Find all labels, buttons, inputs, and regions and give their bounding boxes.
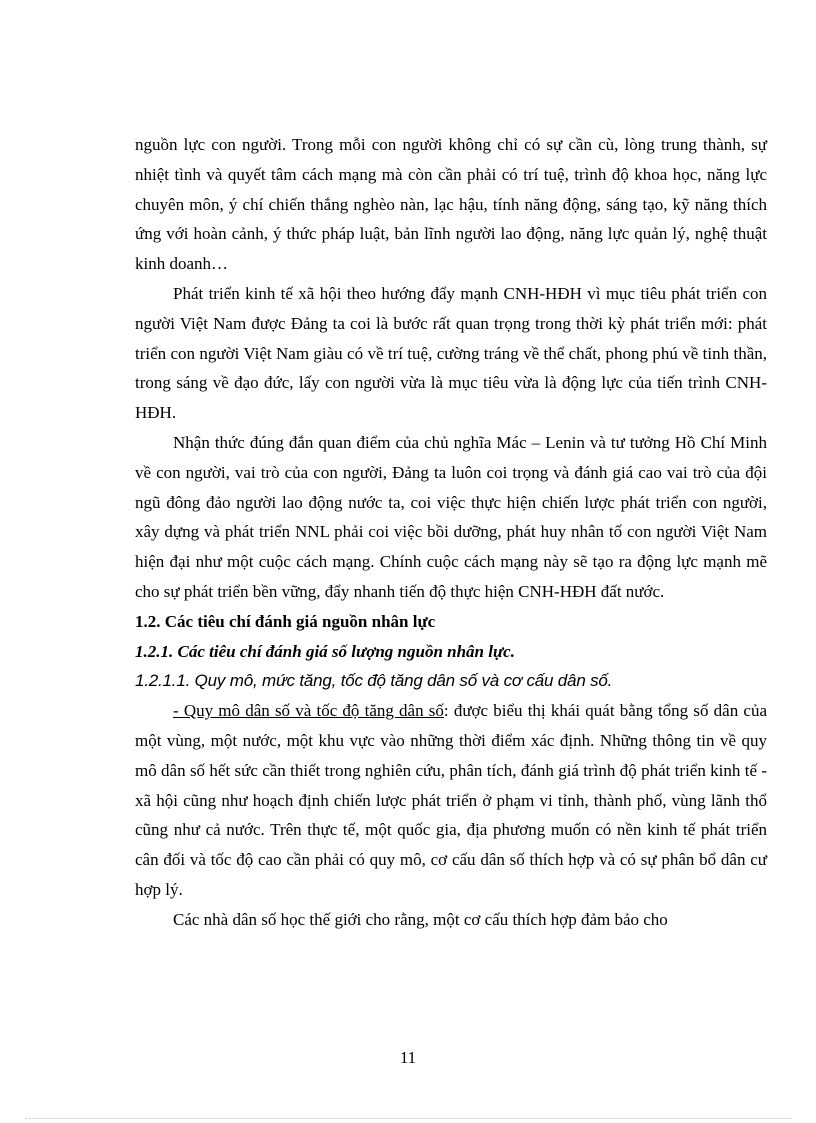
paragraph-development-goal: Phát triển kinh tế xã hội theo hướng đẩy mạnh CNH-HĐH vì mục tiêu phát triển con người Việt Nam được Đảng ta coi là bước rất quan trọng trong thời kỳ phát triển mới: phát triển con người Việt Nam giàu có về trí tuệ, cường tráng về thể chất, phong phú về tinh thần, trong sáng về đạo đức, lấy con người vừa là mục tiêu vừa là động lực của tiến trình CNH-HĐH. xyxy=(135,283,767,423)
heading-1-2-1: 1.2.1. Các tiêu chí đánh giá số lượng nguồn nhân lực. xyxy=(135,641,515,661)
page-bottom-divider xyxy=(25,1118,791,1119)
paragraph-demographers: Các nhà dân số học thế giới cho rằng, một cơ cấu thích hợp đảm bảo cho xyxy=(173,909,668,929)
heading-1-2: 1.2. Các tiêu chí đánh giá nguồn nhân lực xyxy=(135,611,436,631)
paragraph-marxist-view: Nhận thức đúng đắn quan điểm của chủ nghĩa Mác – Lenin và tư tưởng Hồ Chí Minh về con người, vai trò của con người, Đảng ta luôn coi trọng và đánh giá cao vai trò của đội ngũ đông đảo người lao động nước ta, coi việc thực hiện chiến lược phát triển con người, xây dựng và phát triển NNL phải coi việc bồi dưỡng, phát huy nhân tố con người Việt Nam hiện đại như một cuộc cách mạng. Chính cuộc cách mạng này sẽ tạo ra động lực mạnh mẽ cho sự phát triển bền vững, đẩy nhanh tiến độ thực hiện CNH-HĐH đất nước. xyxy=(135,432,767,601)
page-body xyxy=(135,130,767,935)
heading-1-2-1-1: 1.2.1.1. Quy mô, mức tăng, tốc độ tăng dân số và cơ cấu dân số. xyxy=(135,671,613,691)
paragraph-human-resources: nguồn lực con người. Trong mỗi con người không chỉ có sự cần cù, lòng trung thành, sự nhiệt tình và quyết tâm cách mạng mà còn cần phải có trí tuệ, trình độ khoa học, năng lực chuyên môn, ý chí chiến thắng nghèo nàn, lạc hậu, tính năng động, sáng tạo, kỹ năng thích ứng với hoàn cảnh, ý thức pháp luật, bản lĩnh người lao động, năng lực quản lý, nghệ thuật kinh doanh… xyxy=(135,135,767,274)
population-scale-text: : được biểu thị khái quát bằng tổng số dân của một vùng, một nước, một khu vực vào những thời điểm xác định. Những thông tin về quy mô dân số hết sức cần thiết trong nghiên cứu, phân tích, đánh giá trình độ phát triển kinh tế - xã hội cũng như hoạch định chiến lược phát triển ở phạm vi tỉnh, thành phố, vùng lãnh thổ cũng như cả nước. Trên thực tế, một quốc gia, địa phương muốn có nền kinh tế phát triển cân đối và tốc độ cao cần phải có quy mô, cơ cấu dân số thích hợp và có sự phân bổ dân cư hợp lý. xyxy=(135,701,767,899)
population-scale-label: - Quy mô dân số và tốc độ tăng dân số xyxy=(173,701,444,721)
paragraph-population-scale xyxy=(135,696,767,905)
page-number: 11 xyxy=(399,1048,417,1067)
